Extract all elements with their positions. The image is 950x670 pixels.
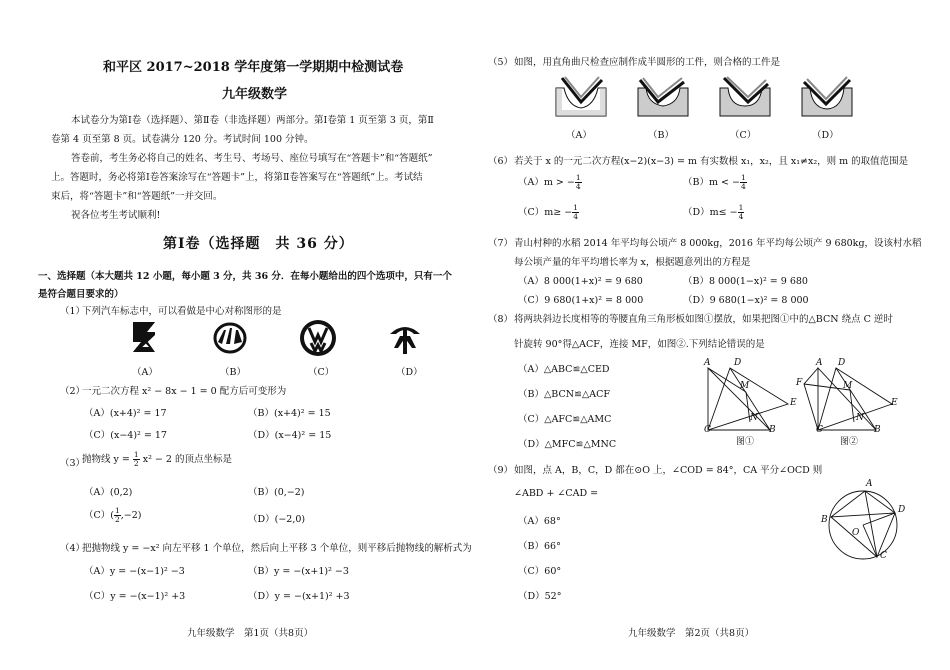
q7-option-a[interactable]: （A）8 000(1+x)² = 9 680: [518, 276, 643, 287]
q7-text-line-2: 每公顷产量的年平均增长率为 x，根据题意列出的方程是: [514, 257, 751, 268]
q4-option-a[interactable]: （A）y = −(x−1)² −3: [84, 566, 185, 577]
q6-number: （6）: [488, 156, 514, 167]
q9-option-c[interactable]: （C）60°: [518, 566, 562, 577]
fig2-point-n: N: [856, 413, 864, 423]
q9-text-2: ∠ABD + ∠CAD =: [514, 488, 599, 499]
page-2: [478, 0, 950, 670]
q7-option-d[interactable]: （D）9 680(1−x)² = 8 000: [683, 295, 809, 306]
q7-text-line-1: 青山村种的水稻 2014 年平均每公顷产 8 000kg，2016 年平均每公顷产 9 680kg，设该村水稻: [514, 238, 922, 249]
instructions-line-2: 是符合题目要求的）: [38, 289, 124, 300]
q7-option-b[interactable]: （B）8 000(1−x)² = 9 680: [683, 276, 808, 287]
fig1-point-n: N: [750, 413, 758, 423]
suzuki-logo-icon: [125, 318, 163, 356]
circle-point-d: D: [898, 505, 906, 515]
q8-option-c[interactable]: （C）△AFC≌△AMC: [518, 414, 612, 425]
q1-label-d: （D）: [396, 367, 423, 378]
intro-line-3: 答卷前，考生务必将自己的姓名、考生号、考场号、座位号填写在“答题卡”和“答题纸”: [71, 153, 433, 164]
q8-option-b[interactable]: （B）△BCN≌△ACF: [518, 389, 611, 400]
intro-line-1: 本试卷分为第Ⅰ卷（选择题）、第Ⅱ卷（非选择题）两部分。第Ⅰ卷第 1 页至第 3 页，第Ⅱ: [71, 115, 434, 126]
q1-label-c: （C）: [308, 367, 335, 378]
q3-option-a[interactable]: （A）(0,2): [84, 487, 133, 498]
figure-2-triangles: [800, 360, 900, 436]
q6-option-c[interactable]: （C）m≥ − $\frac{1}{4}$: [518, 203, 578, 221]
circle-point-b: B: [821, 515, 828, 525]
workpiece-b-figure: [636, 76, 690, 120]
fig2-point-c: C: [816, 425, 823, 435]
q7-option-c[interactable]: （C）9 680(1+x)² = 8 000: [518, 295, 644, 306]
q8-option-a[interactable]: （A）△ABC≌△CED: [518, 364, 610, 375]
q7-number: （7）: [488, 238, 514, 249]
fig1-point-c: C: [704, 425, 711, 435]
fig1-point-b: B: [769, 425, 776, 435]
intro-line-4: 上。答题时，务必将第Ⅰ卷答案涂写在“答题卡”上，将第Ⅱ卷答案写在“答题纸”上。考试结: [51, 172, 423, 183]
circle-point-c: C: [880, 551, 887, 561]
q4-option-b[interactable]: （B）y = −(x+1)² −3: [248, 566, 349, 577]
fig2-point-m: M: [843, 381, 853, 391]
q1-number: （1）: [60, 306, 86, 317]
volkswagen-logo-icon: [298, 318, 338, 358]
q9-number: （9）: [488, 465, 514, 476]
q2-option-b[interactable]: （B）(x+4)² = 15: [248, 408, 331, 419]
q3-fraction: $\frac{1}{2}$: [133, 450, 139, 468]
instructions-line-1: 一、选择题（本大题共 12 小题，每小题 3 分，共 36 分．在每小题给出的四个选项中，只有一个: [38, 271, 452, 282]
q2-option-a[interactable]: （A）(x+4)² = 17: [84, 408, 167, 419]
q5-label-b: （B）: [648, 130, 674, 141]
fig1-point-a: A: [704, 358, 711, 368]
q2-option-d[interactable]: （D）(x−4)² = 15: [248, 430, 332, 441]
q8-number: （8）: [488, 314, 514, 325]
q4-option-c[interactable]: （C）y = −(x−1)² +3: [84, 591, 186, 602]
q2-text: 一元二次方程 x² − 8x − 1 = 0 配方后可变形为: [82, 386, 287, 397]
buick-logo-icon: [212, 320, 248, 356]
q5-label-c: （C）: [730, 130, 757, 141]
page-1-footer: 九年级数学 第1页（共8页）: [187, 628, 314, 639]
page-2-footer: 九年级数学 第2页（共8页）: [628, 628, 755, 639]
exam-subtitle: 九年级数学: [222, 87, 288, 102]
q4-number: （4）: [60, 543, 86, 554]
q8-text-line-1: 将两块斜边长度相等的等腰直角三角形板如图①摆放，如果把图①中的△BCN 绕点 C 逆时: [514, 314, 893, 325]
fig2-caption: 图②: [840, 437, 859, 447]
fig2-point-f: F: [796, 378, 803, 388]
q1-text: 下列汽车标志中，可以看做是中心对称图形的是: [82, 306, 282, 317]
section-title: 第Ⅰ卷（选择题 共 36 分）: [163, 236, 354, 252]
q3-option-d[interactable]: （D）(−2,0): [248, 514, 306, 525]
circle-point-o: O: [852, 528, 860, 538]
q6-text: 若关于 x 的一元二次方程(x−2)(x−3) = m 有实数根 x₁，x₂，且 x₁≠x₂，则 m 的取值范围是: [514, 156, 909, 167]
q8-option-d[interactable]: （D）△MFC≌△MNC: [518, 439, 617, 450]
q5-label-d: （D）: [812, 130, 839, 141]
fig2-point-a: A: [816, 358, 823, 368]
q8-text-line-2: 针旋转 90°得△ACF，连接 MF，如图②.下列结论错误的是: [514, 339, 765, 350]
q4-text: 把抛物线 y = −x² 向左平移 1 个单位，然后向上平移 3 个单位，则平移后抛物线的解析式为: [82, 543, 472, 554]
workpiece-a-figure: [554, 76, 608, 120]
fig2-point-d: D: [838, 358, 846, 368]
fig1-point-m: M: [740, 381, 750, 391]
q3-text: [82, 451, 232, 468]
q3-text-post: x² − 2 的顶点坐标是: [142, 454, 232, 465]
q6-option-d[interactable]: （D）m≤ − $\frac{1}{4}$: [683, 203, 744, 221]
fig1-point-d: D: [734, 358, 742, 368]
q2-number: （2）: [60, 386, 86, 397]
figure-1-triangles: [700, 360, 803, 436]
circle-figure: [823, 483, 906, 563]
fig1-caption: 图①: [736, 437, 755, 447]
fig2-point-e: E: [891, 398, 898, 408]
q5-label-a: （A）: [566, 130, 592, 141]
fig2-point-b: B: [874, 425, 881, 435]
intro-line-5: 束后，将“答题卡”和“答题纸”一并交回。: [51, 191, 223, 202]
q5-number: （5）: [488, 57, 514, 68]
intro-line-2: 卷第 4 页至第 8 页。试卷满分 120 分。考试时间 100 分钟。: [51, 134, 314, 145]
q2-option-c[interactable]: （C）(x−4)² = 17: [84, 430, 167, 441]
q9-option-d[interactable]: （D）52°: [518, 591, 562, 602]
q5-text: 如图，用直角曲尺检查应制作成半圆形的工件，则合格的工件是: [514, 57, 781, 68]
intro-line-6: 祝各位考生考试顺利!: [71, 210, 161, 221]
q3-option-b[interactable]: （B）(0,−2): [248, 487, 305, 498]
exam-title: 和平区 2017~2018 学年度第一学期期中检测试卷: [103, 60, 404, 75]
q1-label-a: （A）: [132, 367, 158, 378]
q6-option-a[interactable]: （A）m > − $\frac{1}{4}$: [518, 173, 581, 191]
q9-text: 如图，点 A，B，C，D 都在⊙O 上，∠COD = 84°，CA 平分∠OCD 则: [514, 465, 823, 476]
workpiece-d-figure: [800, 76, 854, 120]
faw-logo-icon: [386, 318, 424, 356]
circle-point-a: A: [866, 479, 873, 489]
q3-option-c[interactable]: （C）( $\frac{1}{2}$ ,−2): [84, 506, 142, 524]
q9-option-b[interactable]: （B）66°: [518, 541, 561, 552]
q9-option-a[interactable]: （A）68°: [518, 516, 561, 527]
q6-option-b[interactable]: （B）m < − $\frac{1}{4}$: [683, 173, 746, 191]
workpiece-c-figure: [718, 76, 772, 120]
q3-number: （3）: [60, 458, 86, 469]
q4-option-d[interactable]: （D）y = −(x+1)² +3: [248, 591, 350, 602]
q3-text-pre: 抛物线 y =: [82, 454, 130, 465]
fig1-point-e: E: [790, 398, 797, 408]
q1-label-b: （B）: [220, 367, 246, 378]
